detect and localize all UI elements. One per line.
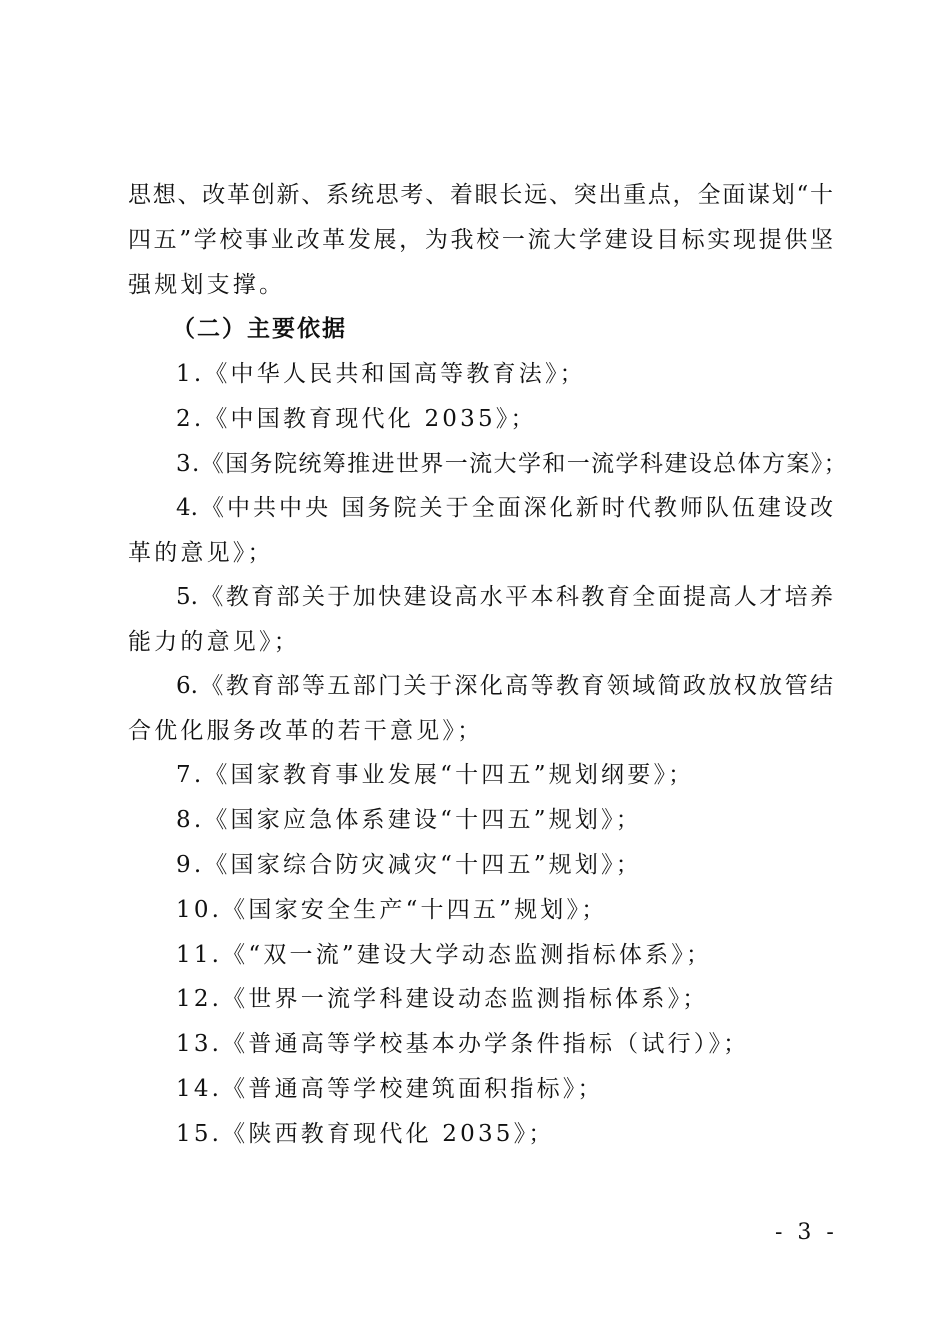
reference-item-7: 7.《国家教育事业发展“十四五”规划纲要》； bbox=[176, 762, 695, 788]
reference-item-8: 8.《国家应急体系建设“十四五”规划》； bbox=[176, 807, 642, 833]
intro-line-2: 四五”学校事业改革发展，为我校一流大学建设目标实现提供坚 bbox=[128, 227, 833, 253]
reference-item-11: 11.《“双一流”建设大学动态监测指标体系》； bbox=[176, 942, 713, 968]
page-number: - 3 - bbox=[775, 1220, 838, 1245]
reference-item-2: 2.《中国教育现代化 2035》； bbox=[176, 406, 537, 432]
reference-item-6-line-1: 6.《教育部等五部门关于深化高等教育领域简政放权放管结 bbox=[176, 673, 833, 699]
reference-item-1: 1.《中华人民共和国高等教育法》； bbox=[176, 361, 586, 387]
reference-item-4-line-2: 革的意见》； bbox=[128, 540, 274, 566]
section-heading: （二）主要依据 bbox=[172, 315, 347, 342]
reference-item-4-line-1: 4.《中共中央 国务院关于全面深化新时代教师队伍建设改 bbox=[176, 495, 833, 521]
reference-item-5-line-2: 能力的意见》； bbox=[128, 629, 300, 655]
reference-item-13: 13.《普通高等学校基本办学条件指标（试行）》； bbox=[176, 1031, 750, 1057]
reference-item-14: 14.《普通高等学校建筑面积指标》； bbox=[176, 1076, 604, 1102]
reference-item-10: 10.《国家安全生产“十四五”规划》； bbox=[176, 897, 608, 923]
reference-item-15: 15.《陕西教育现代化 2035》； bbox=[176, 1121, 555, 1147]
reference-item-5-line-1: 5.《教育部关于加快建设高水平本科教育全面提高人才培养 bbox=[176, 584, 833, 610]
reference-item-6-line-2: 合优化服务改革的若干意见》； bbox=[128, 718, 484, 744]
reference-item-9: 9.《国家综合防灾减灾“十四五”规划》； bbox=[176, 852, 642, 878]
reference-item-12: 12.《世界一流学科建设动态监测指标体系》； bbox=[176, 986, 709, 1012]
intro-line-3: 强规划支撑。 bbox=[128, 272, 286, 298]
reference-item-3: 3.《国务院统筹推进世界一流大学和一流学科建设总体方案》； bbox=[176, 451, 849, 477]
intro-line-1: 思想、改革创新、系统思考、着眼长远、突出重点，全面谋划“十 bbox=[128, 182, 833, 208]
